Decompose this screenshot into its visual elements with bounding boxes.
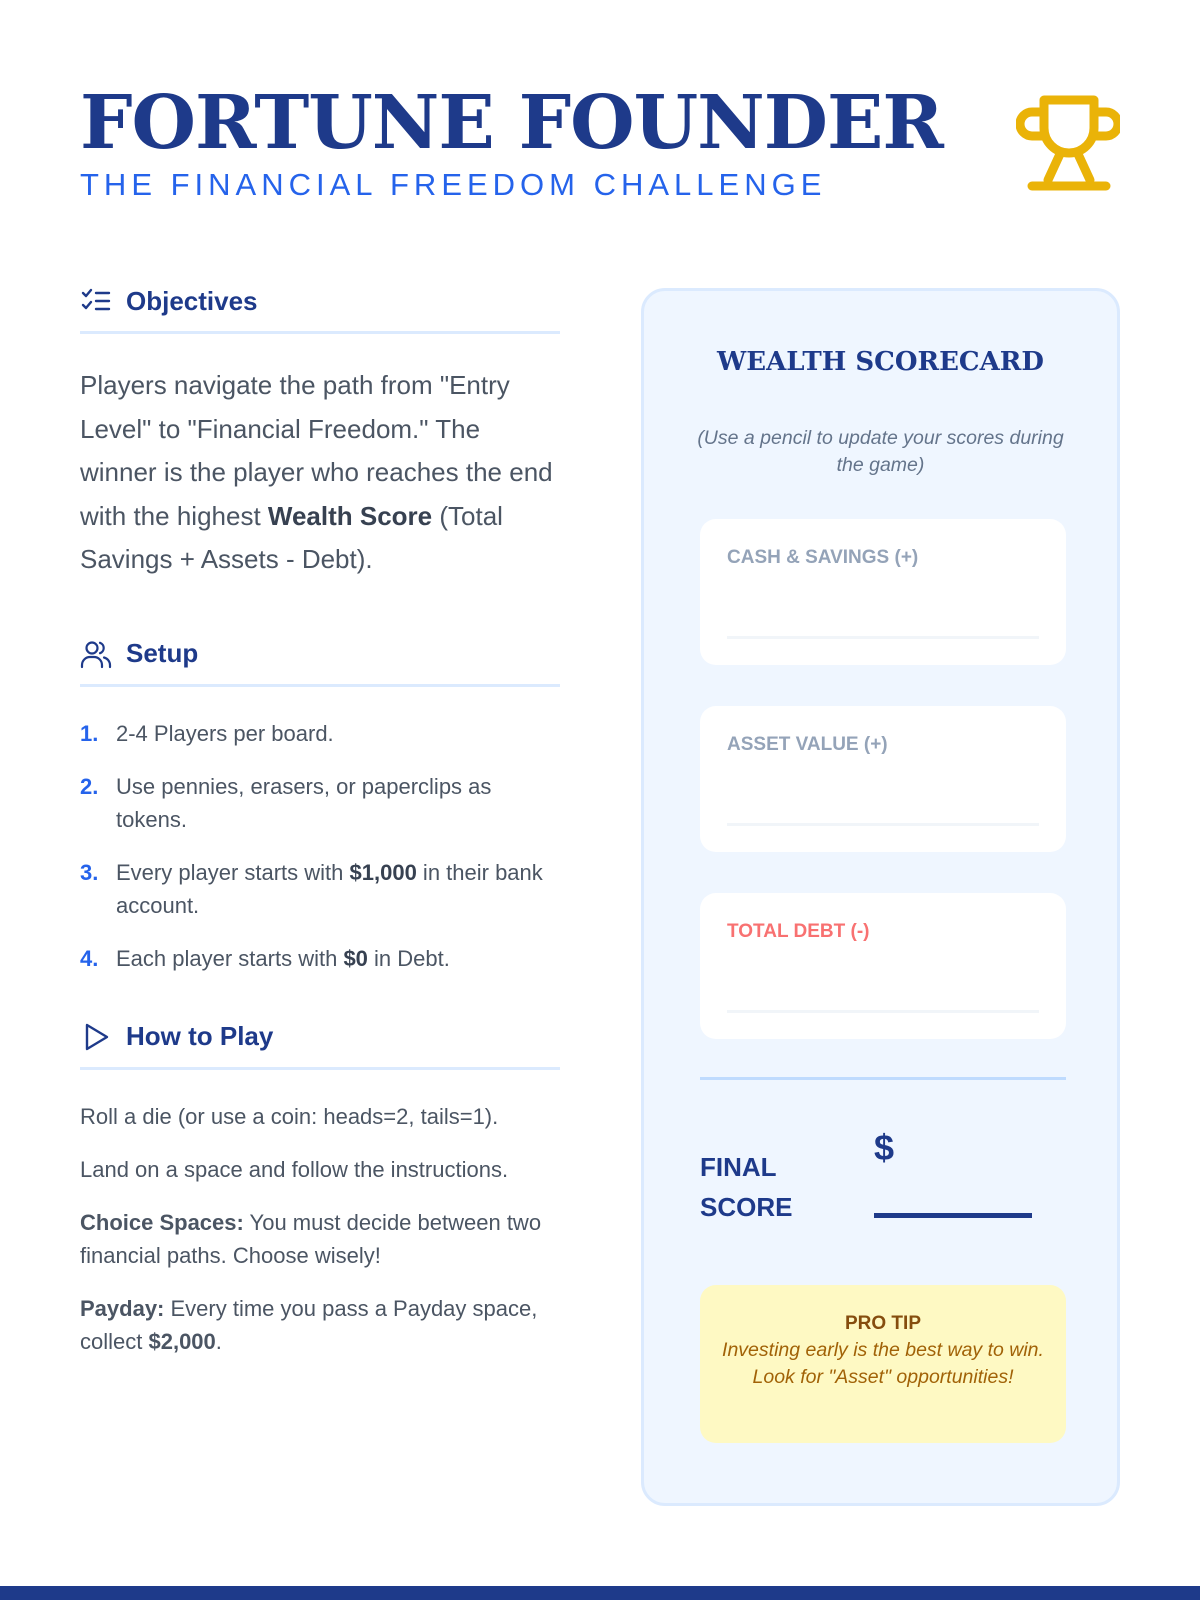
footer-bar [0,1586,1200,1600]
setup-list [80,717,560,975]
page-title: FORTUNE FOUNDER [80,80,943,166]
pro-tip-box [700,1285,1066,1443]
list-text [116,856,560,922]
list-text-part: Each player starts with [116,945,344,971]
rules-column [80,285,560,1378]
checklist-icon [80,285,112,317]
divider [700,1077,1066,1080]
list-text: 2-4 Players per board. [116,720,334,746]
scorecard-title: WEALTH SCORECARD [717,347,1044,377]
list-text: Use pennies, erasers, or paperclips as tokens. [116,773,492,832]
list-number: 1. [80,720,99,746]
list-number: 2. [80,773,99,799]
list-text-part: Every player starts with [116,859,350,885]
trophy-icon [1016,92,1120,196]
wealth-score-term: Wealth Score [267,500,433,531]
rule-payday-text: Every time you pass a Payday space, collect [80,1295,538,1354]
scorecard-note: (Use a pencil to update your scores during the game) [697,427,1064,476]
list-item [80,942,560,975]
cash-savings-field[interactable] [700,519,1066,665]
objectives-text-end: (Total Savings + Assets - Debt). [80,500,503,574]
rule-choice-label: Choice Spaces: [80,1209,244,1235]
final-score-line[interactable] [874,1213,1032,1218]
setup-heading [80,638,560,687]
objectives-text-part: Players navigate the path from "Entry Level" to "Financial Freedom." The winner is the player who reaches the end with the highest [80,370,553,531]
asset-value-label: ASSET VALUE (+) [727,734,888,755]
final-label-line-1: FINAL [700,1152,777,1182]
list-item [80,770,560,836]
page-subtitle: THE FINANCIAL FREEDOM CHALLENGE [80,167,827,202]
starting-debt-amount: $0 [343,945,368,971]
final-score-value: $ [874,1127,895,1168]
write-line [727,823,1039,826]
rule-roll: Roll a die (or use a coin: heads=2, tails=1). [80,1103,499,1129]
list-number: 3. [80,859,99,885]
objectives-text [80,364,560,582]
pro-tip-title: PRO TIP [844,1313,921,1334]
rule-payday-label: Payday: [80,1295,165,1321]
header [80,82,1120,212]
payday-amount: $2,000 [148,1328,216,1354]
play-icon [80,1021,112,1053]
write-line [727,636,1039,639]
how-to-play-heading [80,1021,560,1070]
list-text-end: in Debt. [367,945,450,971]
total-debt-label: TOTAL DEBT (-) [727,921,870,942]
final-label-line-2: SCORE [700,1192,793,1222]
write-line [727,1010,1039,1013]
how-to-play-title: How to Play [126,1021,274,1051]
pro-tip-text: Investing early is the best way to win. Look for "Asset" opportunities! [722,1339,1044,1388]
list-text [116,942,450,975]
objectives-heading [80,285,560,334]
cash-savings-label: CASH & SAVINGS (+) [727,547,919,568]
how-to-play-rules [80,1100,560,1358]
list-item [80,717,560,750]
list-item [80,856,560,922]
rule-choice [80,1206,560,1272]
objectives-title: Objectives [126,285,258,316]
asset-value-field[interactable] [700,706,1066,852]
setup-title: Setup [126,638,199,668]
list-text-end: in their bank account. [116,859,543,918]
wealth-scorecard [641,288,1120,1506]
rule-choice-text: You must decide between two financial paths. Choose wisely! [80,1209,542,1268]
rule-land: Land on a space and follow the instructions. [80,1156,509,1182]
rule-payday-end: . [215,1328,222,1354]
users-icon [80,638,112,670]
list-number: 4. [80,945,99,971]
final-score-label [700,1147,792,1227]
rule-payday [80,1292,560,1358]
total-debt-field[interactable] [700,893,1066,1039]
starting-cash-amount: $1,000 [349,859,417,885]
